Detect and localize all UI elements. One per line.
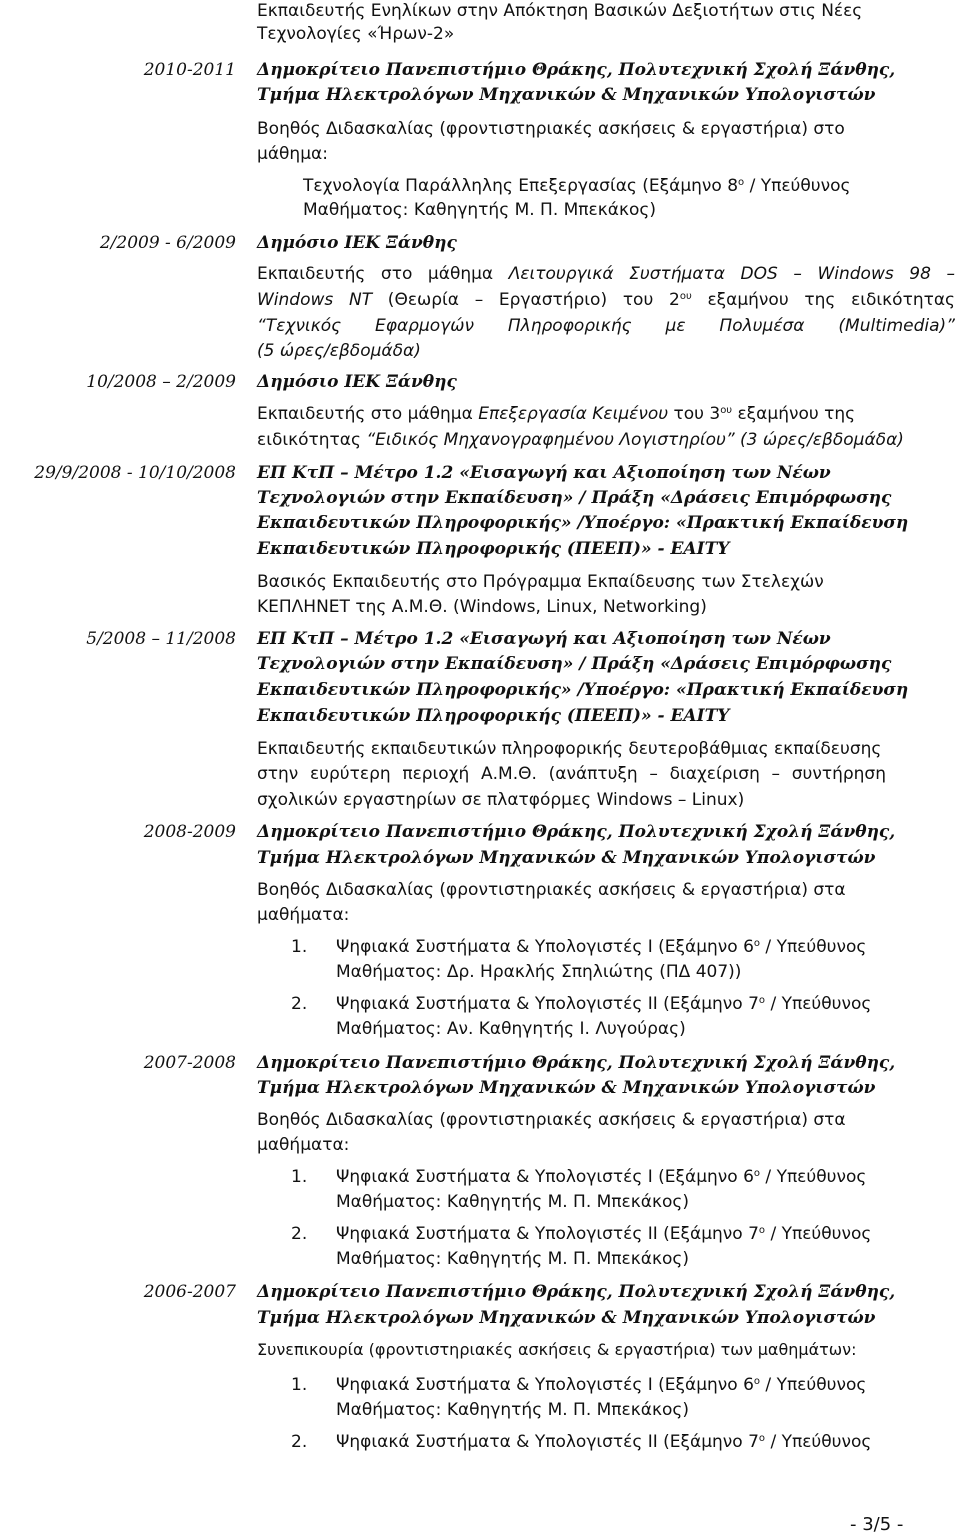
course-line-1: Ψηφιακά Συστήματα & Υπολογιστές Ι (Εξάμηνο $6^o$ / Υπεύθυνος: [336, 1167, 867, 1187]
course-line-2: Μαθήματος: Καθηγητής Μ. Π. Μπεκάκος): [336, 1249, 689, 1269]
entry-date: 2010-2011: [143, 60, 236, 80]
entry-date: 10/2008 – 2/2009: [86, 372, 236, 392]
institution-line-1: Δημοκρίτειο Πανεπιστήμιο Θράκης, Πολυτεχνική Σχολή Ξάνθης,: [257, 1053, 896, 1073]
course-line-1: Ψηφιακά Συστήματα & Υπολογιστές ΙΙ (Εξάμηνο $7^o$ / Υπεύθυνος: [336, 1224, 872, 1244]
role-line-2: μαθήματα:: [257, 905, 350, 925]
course-line-2: Μαθήματος: Καθηγητής Μ. Π. Μπεκάκος): [336, 1192, 689, 1212]
entry-date: 5/2008 – 11/2008: [86, 629, 236, 649]
institution-line-1: Δημοκρίτειο Πανεπιστήμιο Θράκης, Πολυτεχνική Σχολή Ξάνθης,: [257, 1282, 896, 1302]
institution-line-1: Δημόσιο ΙΕΚ Ξάνθης: [257, 372, 457, 392]
program-line-3: Εκπαιδευτικών Πληροφορικής» /Υποέργο: «Πρακτική Εκπαίδευση: [257, 680, 909, 700]
course-line-2: Μαθήματος: Καθηγητής Μ. Π. Μπεκάκος): [336, 1400, 689, 1420]
list-number: 2.: [291, 1224, 308, 1244]
role-line-2: μάθημα:: [257, 144, 328, 164]
entry-date: 2007-2008: [143, 1053, 236, 1073]
course-line-1: Ψηφιακά Συστήματα & Υπολογιστές Ι (Εξάμηνο $6^o$ / Υπεύθυνος: [336, 1375, 867, 1395]
list-number: 1.: [291, 937, 308, 957]
continued-line-2: Τεχνολογίες «Ήρων-2»: [257, 24, 455, 44]
course-line-1: Ψηφιακά Συστήματα & Υπολογιστές Ι (Εξάμηνο $6^o$ / Υπεύθυνος: [336, 937, 867, 957]
course-line-2: Μαθήματος: Καθηγητής Μ. Π. Μπεκάκος): [303, 200, 656, 220]
institution-line-2: Τμήμα Ηλεκτρολόγων Μηχανικών & Μηχανικών Υπολογιστών: [257, 1308, 876, 1328]
role-line-1: Βοηθός Διδασκαλίας (φροντιστηριακές ασκήσεις & εργαστήρια) στα: [257, 880, 846, 900]
role-line-1: Βοηθός Διδασκαλίας (φροντιστηριακές ασκήσεις & εργαστήρια) στο: [257, 119, 845, 139]
role-line-1: Βοηθός Διδασκαλίας (φροντιστηριακές ασκήσεις & εργαστήρια) στα: [257, 1110, 846, 1130]
program-line-2: Τεχνολογιών στην Εκπαίδευση» / Πράξη «Δράσεις Επιμόρφωσης: [257, 488, 892, 508]
entry-date: 2/2009 - 6/2009: [99, 233, 236, 253]
description-line-2: ειδικότητας “Ειδικός Μηχανογραφημένου Λογιστηρίου” (3 ώρες/εβδομάδα): [257, 430, 904, 450]
description-line-1: Εκπαιδευτής στο μάθημα Λειτουργικά Συστήματα DOS – Windows 98 –: [257, 264, 955, 284]
program-line-2: Τεχνολογιών στην Εκπαίδευση» / Πράξη «Δράσεις Επιμόρφωσης: [257, 654, 892, 674]
institution-line-2: Τμήμα Ηλεκτρολόγων Μηχανικών & Μηχανικών Υπολογιστών: [257, 1078, 876, 1098]
institution-line-2: Τμήμα Ηλεκτρολόγων Μηχανικών & Μηχανικών Υπολογιστών: [257, 85, 876, 105]
institution-line-2: Τμήμα Ηλεκτρολόγων Μηχανικών & Μηχανικών Υπολογιστών: [257, 848, 876, 868]
page-number: - 3/5 -: [850, 1514, 904, 1535]
entry-date: 2008-2009: [143, 822, 236, 842]
course-line-1: Ψηφιακά Συστήματα & Υπολογιστές ΙΙ (Εξάμηνο $7^o$ / Υπεύθυνος: [336, 1432, 872, 1452]
course-line-1: Ψηφιακά Συστήματα & Υπολογιστές ΙΙ (Εξάμηνο $7^o$ / Υπεύθυνος: [336, 994, 872, 1014]
role-line-2: στην ευρύτερη περιοχή Α.Μ.Θ. (ανάπτυξη – διαχείριση – συντήρηση: [257, 764, 886, 784]
course-line-1: Τεχνολογία Παράλληλης Επεξεργασίας (Εξάμηνο $8^o$ / Υπεύθυνος: [303, 176, 851, 196]
program-line-3: Εκπαιδευτικών Πληροφορικής» /Υποέργο: «Πρακτική Εκπαίδευση: [257, 513, 909, 533]
program-line-1: ΕΠ ΚτΠ – Μέτρο 1.2 «Εισαγωγή και Αξιοποίηση των Νέων: [257, 629, 831, 649]
entry-date: 29/9/2008 - 10/10/2008: [34, 463, 236, 483]
role-line-1: Βασικός Εκπαιδευτής στο Πρόγραμμα Εκπαίδευσης των Στελεχών: [257, 572, 824, 592]
institution-line-1: Δημοκρίτειο Πανεπιστήμιο Θράκης, Πολυτεχνική Σχολή Ξάνθης,: [257, 822, 896, 842]
role-line-2: μαθήματα:: [257, 1135, 350, 1155]
description-line-2: Windows NT (Θεωρία – Εργαστήριο) του $2^{o\upsilon}$ εξαμήνου της ειδικότητας: [257, 290, 956, 310]
list-number: 2.: [291, 1432, 308, 1452]
program-line-4: Εκπαιδευτικών Πληροφορικής (ΠΕΕΠ)» - ΕΑΙΤΥ: [257, 706, 730, 726]
program-line-1: ΕΠ ΚτΠ – Μέτρο 1.2 «Εισαγωγή και Αξιοποίηση των Νέων: [257, 463, 831, 483]
role-line-3: σχολικών εργαστηρίων σε πλατφόρμες Windows – Linux): [257, 790, 745, 810]
list-number: 1.: [291, 1375, 308, 1395]
description-line-4: (5 ώρες/εβδομάδα): [257, 341, 421, 361]
course-line-2: Μαθήματος: Δρ. Ηρακλής Σπηλιώτης (ΠΔ 407)): [336, 962, 742, 982]
role-line-1: Συνεπικουρία (φροντιστηριακές ασκήσεις & εργαστήρια) των μαθημάτων:: [257, 1340, 857, 1359]
role-line-1: Εκπαιδευτής εκπαιδευτικών πληροφορικής δευτεροβάθμιας εκπαίδευσης: [257, 739, 882, 759]
course-line-2: Μαθήματος: Αν. Καθηγητής Ι. Λυγούρας): [336, 1019, 686, 1039]
list-number: 2.: [291, 994, 308, 1014]
program-line-4: Εκπαιδευτικών Πληροφορικής (ΠΕΕΠ)» - ΕΑΙΤΥ: [257, 539, 730, 559]
description-line-3: “Τεχνικός Εφαρμογών Πληροφορικής με Πολυμέσα (Multimedia)”: [257, 316, 955, 336]
entry-date: 2006-2007: [143, 1282, 236, 1302]
continued-line-1: Εκπαιδευτής Ενηλίκων στην Απόκτηση Βασικών Δεξιοτήτων στις Νέες: [257, 1, 863, 21]
description-line-1: Εκπαιδευτής στο μάθημα Επεξεργασία Κειμένου του $3^{o\upsilon}$ εξαμήνου της: [257, 404, 856, 424]
list-number: 1.: [291, 1167, 308, 1187]
role-line-2: ΚΕΠΛΗΝΕΤ της Α.Μ.Θ. (Windows, Linux, Networking): [257, 597, 707, 617]
institution-line-1: Δημοκρίτειο Πανεπιστήμιο Θράκης, Πολυτεχνική Σχολή Ξάνθης,: [257, 60, 896, 80]
institution-line-1: Δημόσιο ΙΕΚ Ξάνθης: [257, 233, 457, 253]
